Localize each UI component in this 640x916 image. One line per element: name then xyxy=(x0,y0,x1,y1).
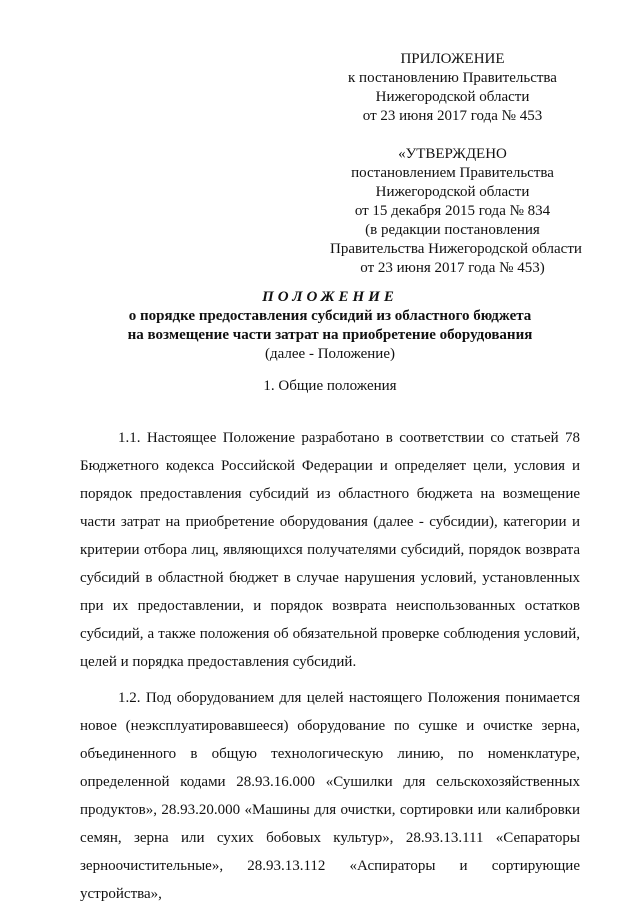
paragraph: 1.1. Настоящее Положение разработано в соответствии со статьей 78 Бюджетного кодекса Российской Федерации и определяет цели, условия и порядок предоставления субсидий из областного бюджета на возмещение части затрат на приобретение оборудования (далее - субсидии), категории и критерии отбора лиц, являющихся получателями субсидий, порядок возврата субсидий в областной бюджет в случае нарушения условий, установленных при их предоставлении, и порядок возврата неиспользованных остатков субсидий, а также положения об обязательной проверке соблюдения условий, целей и порядка предоставления субсидий. xyxy=(80,430,580,670)
approved-line: постановлением Правительства xyxy=(351,165,554,181)
approved-line: Нижегородской области xyxy=(375,184,530,200)
approved-line: (в редакции постановления xyxy=(365,222,540,238)
approved-heading: «УТВЕРЖДЕНО xyxy=(398,146,507,162)
approved-line: от 15 декабря 2015 года № 834 xyxy=(354,203,551,219)
document-body xyxy=(80,424,580,916)
appendix-line: Нижегородской области xyxy=(375,89,530,105)
title-note: (далее - Положение) xyxy=(265,346,395,362)
spacer xyxy=(330,126,575,145)
approved-line: от 23 июня 2017 года № 453) xyxy=(360,260,545,276)
title-line: на возмещение части затрат на приобретение оборудования xyxy=(127,327,533,343)
section-heading: 1. Общие положения xyxy=(263,378,397,394)
appendix-line: к постановлению Правительства xyxy=(348,70,557,86)
document-title xyxy=(80,288,580,364)
appendix-heading: ПРИЛОЖЕНИЕ xyxy=(400,51,505,67)
approved-line: Правительства Нижегородской области xyxy=(330,241,582,257)
title-word: ПОЛОЖЕНИЕ xyxy=(262,289,398,305)
approval-stamp-block xyxy=(330,50,582,278)
title-line: о порядке предоставления субсидий из областного бюджета xyxy=(128,308,532,324)
appendix-line: от 23 июня 2017 года № 453 xyxy=(362,108,543,124)
paragraph: 1.2. Под оборудованием для целей настоящего Положения понимается новое (неэксплуатировавшееся) оборудование по сушке и очистке зерна, объединенного в общую технологическую линию, по номенклатуре, определенной кодами 28.93.16.000 «Сушилки для сельскохозяйственных продуктов», 28.93.20.000 «Машины для очистки, сортировки или калибровки семян, зерна или сухих бобовых культур», 28.93.13.111 «Сепараторы зерноочистительные», 28.93.13.112 «Аспираторы и сортирующие устройства», xyxy=(80,690,580,902)
